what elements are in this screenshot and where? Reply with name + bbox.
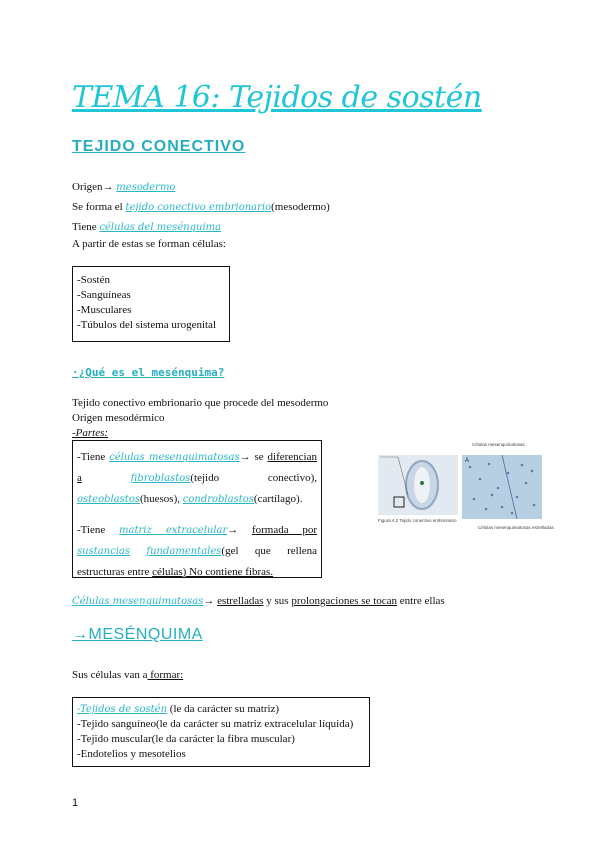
page-number: 1 [72,797,79,809]
partes-paragraph-cells [77,447,317,510]
list-item [77,702,365,717]
text: → se [239,451,268,463]
tiene-value: células del mesénquima [99,222,222,233]
list-item: -Túbulos del sistema urogenital [77,319,216,331]
partes-paragraph-matrix [77,520,317,583]
origen-label: Origen→ [72,181,117,193]
tiene-line [72,221,221,233]
text: No contiene fibras. [186,566,274,578]
definition-line: Tejido conectivo embrionario que procede del mesodermo [72,397,329,409]
mesenchymal-cells-line [72,595,445,607]
section-heading-mesenquima-question: ·¿Qué es el mesénquima? [72,366,225,379]
tiene-label: Tiene [72,221,100,233]
text: (tejido conectivo), [190,472,317,484]
text: prolongaciones se tocan [291,595,398,607]
partir-line: A partir de estas se forman células: [72,238,226,250]
term-link: fibroblastos [130,473,191,484]
forma-tail: (mesodermo) [271,201,330,213]
text: diferencian a [77,451,317,484]
figure-caption-left: Figura 4.2 Tejido conectivo embrionario [378,518,457,523]
list-item: -Tejido sanguíneo(le da carácter su matriz extracelular líquida) [77,718,354,730]
panel-label-a: A [465,458,470,464]
text: células) [152,566,187,578]
forma-line [72,201,330,213]
text: → [203,595,218,607]
text: (le da carácter su matriz) [167,703,280,715]
term-link: -Tejidos de sostén [77,704,168,715]
forma-label: Se forma el [72,201,126,213]
forma-value: tejido conectivo embrionario [125,202,272,213]
text: (huesos), [139,493,181,505]
term-link: Células mesenquimatosas [72,596,204,607]
mesenchymal-cells-image [462,455,542,519]
page-title: TEMA 16: Tejidos de sostén [72,80,482,115]
micrograph-left [378,455,458,515]
term-link: osteoblastos [77,494,140,505]
list-item: -Endotelios y mesotelios [77,748,186,760]
text: -Tiene [77,524,120,536]
term-link: células mesenquimatosas [109,452,240,463]
list-item: -Sostén [77,274,110,286]
list-item: -Tejido muscular(le da carácter la fibra muscular) [77,733,295,745]
text: formar: [147,669,184,681]
origen-line [72,181,175,193]
term-link: fundamentales [146,546,222,557]
mesenchyme-figure [378,442,554,538]
term-link: matriz extracelular [119,525,228,536]
origen-value: mesodermo [116,182,176,193]
text: Sus células van a [72,669,148,681]
figure-label-top: Células mesenquimatosas [472,442,525,447]
text: estrelladas [217,595,264,607]
embryo-section-image [378,455,458,515]
tissues-box [72,697,370,767]
origin-line: Origen mesodérmico [72,412,165,424]
partes-box [72,440,322,578]
section-heading-tejido-conectivo: TEJIDO CONECTIVO [72,138,246,155]
text: → [227,524,252,536]
text: (gel que rellena estructuras entre [77,545,318,578]
term-link: condroblastos [182,494,254,505]
text: y sus [263,595,292,607]
term-link: sustancias [77,546,131,557]
forms-intro-line [72,669,183,681]
cell-types-box [72,266,230,342]
text: formada por [251,524,317,536]
text: -Tiene [77,451,110,463]
list-item: -Sanguíneas [77,289,131,301]
text: (cartílago). [253,493,303,505]
list-item: -Musculares [77,304,132,316]
micrograph-right [462,455,542,519]
text: entre ellas [397,595,445,607]
section-heading-mesenquima: →MESÉNQUIMA [72,626,203,643]
figure-caption-right: Células mesenquimatosas estrelladas [478,525,554,530]
partes-label: -Partes: [72,427,109,439]
